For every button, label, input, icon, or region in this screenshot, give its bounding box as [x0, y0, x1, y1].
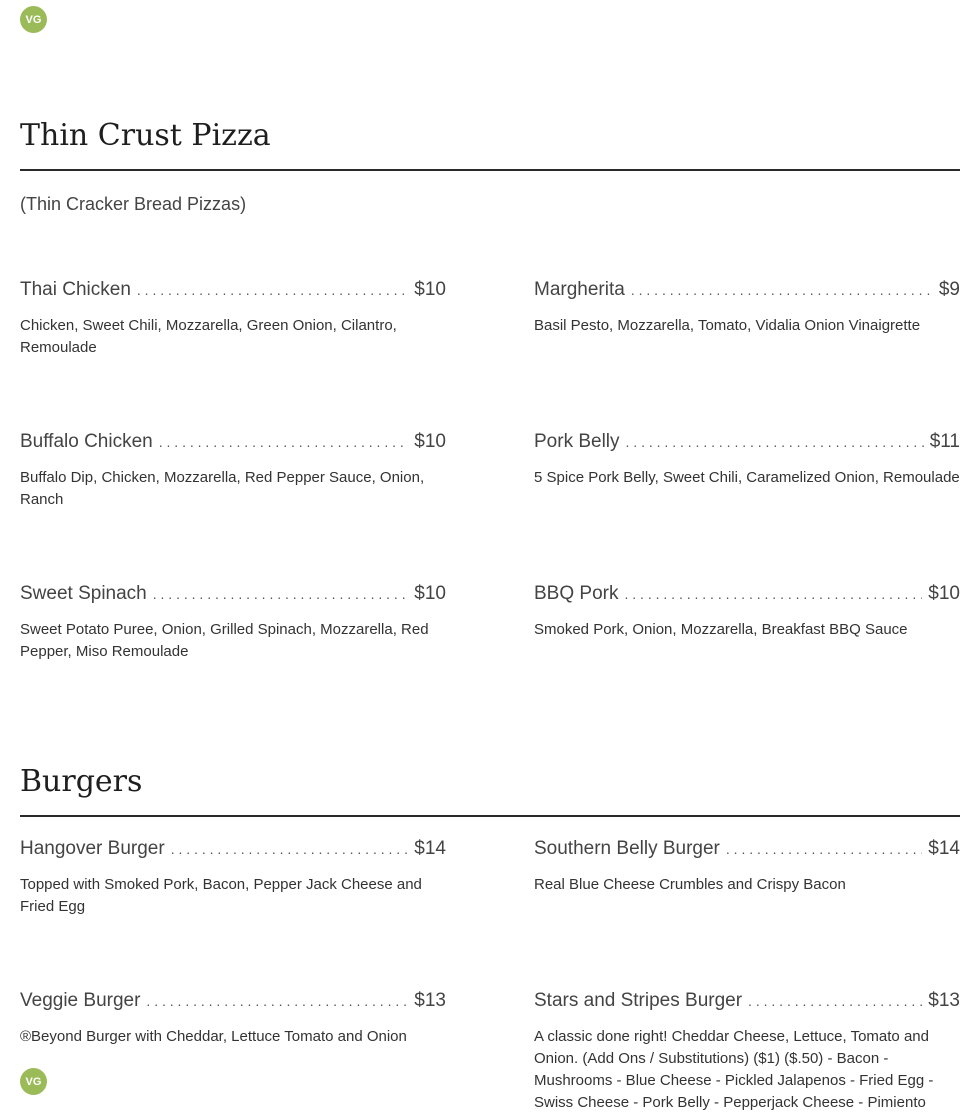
dot-leader [171, 841, 409, 857]
section-divider [20, 169, 960, 171]
menu-item-bbq-pork [534, 583, 960, 641]
menu-item-thai-chicken [20, 279, 446, 359]
item-name: Hangover Burger [20, 838, 165, 859]
section-title-burgers: Burgers [20, 764, 143, 799]
item-description: 5 Spice Pork Belly, Sweet Chili, Caramelized Onion, Remoulade [534, 469, 960, 486]
item-name: BBQ Pork [534, 583, 619, 604]
item-description: Basil Pesto, Mozzarella, Tomato, Vidalia Onion Vinaigrette [534, 317, 921, 334]
item-price: $13 [928, 990, 960, 1011]
vegetarian-badge: VG [20, 1068, 47, 1095]
menu-item-veggie-burger [20, 990, 446, 1048]
item-price: $11 [929, 431, 960, 452]
item-price: $10 [928, 583, 960, 604]
item-price: $13 [414, 990, 446, 1011]
item-description: Real Blue Cheese Crumbles and Crispy Bacon [534, 876, 846, 893]
item-price: $14 [928, 838, 960, 859]
item-description: Buffalo Dip, Chicken, Mozzarella, Red Pepper Sauce, Onion, Ranch [20, 469, 425, 508]
menu-item-buffalo-chicken [20, 431, 446, 511]
item-name: Thai Chicken [20, 279, 131, 300]
menu-item-stars-and-stripes-burger [534, 990, 960, 1114]
dot-leader [631, 282, 933, 298]
section-subtitle: (Thin Cracker Bread Pizzas) [20, 194, 247, 214]
menu-item-hangover-burger [20, 838, 446, 918]
item-price: $14 [414, 838, 446, 859]
dot-leader [153, 586, 409, 602]
dot-leader [159, 434, 409, 450]
dot-leader [624, 586, 922, 602]
dot-leader [626, 434, 924, 450]
dot-leader [748, 993, 922, 1009]
menu-item-margherita [534, 279, 960, 337]
section-divider [20, 815, 960, 817]
item-price: $10 [414, 279, 446, 300]
item-description: Sweet Potato Puree, Onion, Grilled Spinach, Mozzarella, Red Pepper, Miso Remoulade [20, 621, 429, 660]
item-description: A classic done right! Cheddar Cheese, Lettuce, Tomato and Onion. (Add Ons / Substitutions) ($1) ($.50) - Bacon - Mushrooms - Blue Cheese - Pickled Jalapenos - Fried Egg - Swiss Cheese - Pork Belly - Pepperjack Cheese - Pimiento [534, 1028, 934, 1111]
dot-leader [146, 993, 408, 1009]
dot-leader [726, 841, 922, 857]
dot-leader [137, 282, 408, 298]
item-description: ®Beyond Burger with Cheddar, Lettuce Tomato and Onion [20, 1028, 407, 1045]
item-price: $10 [414, 431, 446, 452]
item-name: Margherita [534, 279, 625, 300]
item-description: Smoked Pork, Onion, Mozzarella, Breakfast BBQ Sauce [534, 621, 908, 638]
item-name: Stars and Stripes Burger [534, 990, 743, 1011]
item-name: Buffalo Chicken [20, 431, 153, 452]
item-name: Veggie Burger [20, 990, 141, 1011]
menu-item-sweet-spinach [20, 583, 446, 663]
item-price: $9 [938, 279, 960, 300]
item-price: $10 [414, 583, 446, 604]
item-description: Topped with Smoked Pork, Bacon, Pepper Jack Cheese and Fried Egg [20, 876, 422, 915]
vegetarian-badge: VG [20, 6, 47, 33]
menu-item-southern-belly-burger [534, 838, 960, 896]
menu-item-pork-belly [534, 431, 960, 489]
item-name: Sweet Spinach [20, 583, 147, 604]
item-description: Chicken, Sweet Chili, Mozzarella, Green Onion, Cilantro, Remoulade [20, 317, 397, 356]
item-name: Pork Belly [534, 431, 620, 452]
section-title-pizza: Thin Crust Pizza [20, 118, 271, 153]
item-name: Southern Belly Burger [534, 838, 720, 859]
